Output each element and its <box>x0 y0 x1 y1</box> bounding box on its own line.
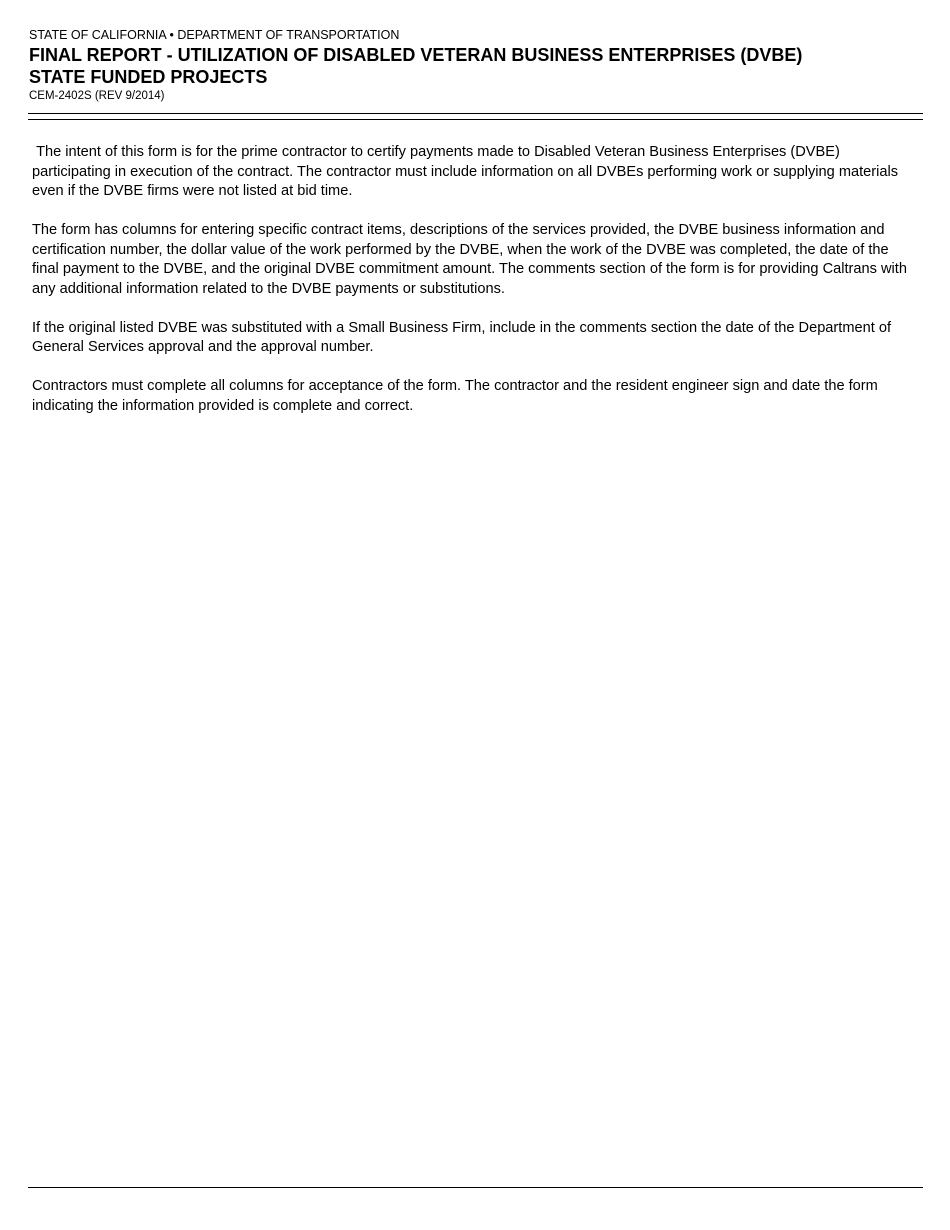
form-number: CEM-2402S (REV 9/2014) <box>29 90 165 102</box>
form-header <box>29 28 922 103</box>
instruction-paragraph-4: Contractors must complete all columns for acceptance of the form. The contractor and the resident engineer sign and date the form indicating the information provided is complete and correct. <box>32 378 878 414</box>
instruction-paragraph-3: If the original listed DVBE was substituted with a Small Business Firm, include in the comments section the date of the Department of General Services approval and the approval number. <box>32 319 892 355</box>
instruction-paragraph-2: The form has columns for entering specific contract items, descriptions of the services provided, the DVBE business information and certification number, the dollar value of the work performed by the DVBE, when the work of the DVBE was completed, the date of the final payment to the DVBE, and the original DVBE commitment amount. The comments section of the form is for providing Caltrans with any additional information related to the DVBE payments or substitutions. <box>32 222 907 297</box>
form-title-line-1: FINAL REPORT - UTILIZATION OF DISABLED VETERAN BUSINESS ENTERPRISES (DVBE) <box>29 45 803 65</box>
header-divider <box>28 113 923 120</box>
agency-line: STATE OF CALIFORNIA • DEPARTMENT OF TRANSPORTATION <box>29 28 400 42</box>
form-title <box>29 44 922 88</box>
footer-divider <box>28 1187 923 1188</box>
form-title-line-2: STATE FUNDED PROJECTS <box>29 67 268 87</box>
instructions-section <box>32 143 917 436</box>
instruction-paragraph-1: The intent of this form is for the prime contractor to certify payments made to Disabled Veteran Business Enterprises (DVBE) participating in execution of the contract. The contractor must include information on all DVBEs performing work or supplying materials even if the DVBE firms were not listed at bid time. <box>32 144 903 199</box>
